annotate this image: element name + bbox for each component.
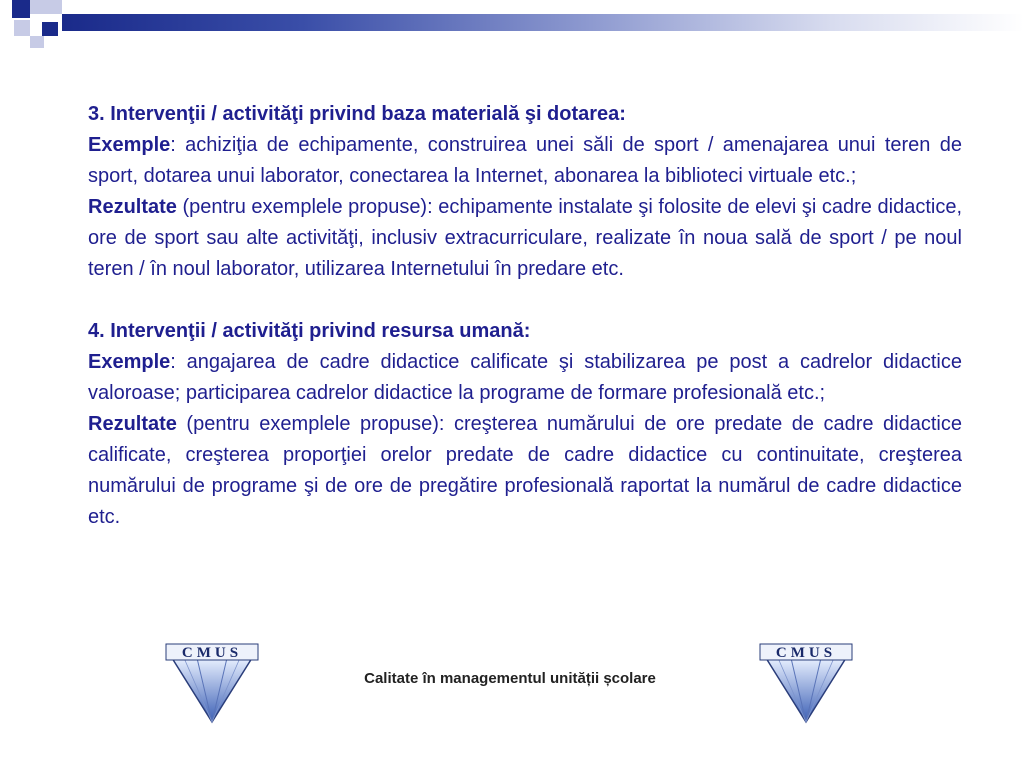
footer-caption: Calitate în managementul unității școlare	[364, 670, 656, 687]
section-spacer	[88, 285, 962, 316]
cmus-logo-left	[162, 636, 262, 726]
section-4-heading: 4. Intervenţii / activităţi privind resursa umană:	[88, 320, 531, 342]
examples-label: Exemple	[88, 351, 171, 373]
diamond-logo-icon	[162, 636, 262, 726]
deco-square	[30, 0, 48, 14]
examples-text: : angajarea de cadre didactice calificate şi stabilizarea pe post a cadrelor didactice valoroase; participarea cadrelor didactice la programe de formare profesională etc.;	[88, 351, 962, 404]
section-3-heading: 3. Intervenţii / activităţi privind baza materială şi dotarea:	[88, 103, 626, 125]
deco-square	[30, 36, 44, 48]
slide-content	[88, 99, 962, 533]
examples-label: Exemple	[88, 134, 171, 156]
deco-square	[48, 0, 62, 14]
section-4-examples	[88, 347, 962, 409]
results-text: (pentru exemplele propuse): creşterea numărului de ore predate de cadre didactice calificate, creşterea proporţiei orelor predate de cadre didactice cu continuitate, creşterea numărului de programe şi de ore de pregătire profesională raportat la numărul de cadre didactice etc.	[88, 413, 962, 528]
deco-square	[12, 0, 30, 18]
diamond-logo-icon	[756, 636, 856, 726]
logo-text: CMUS	[775, 645, 837, 661]
header-gradient-bar	[62, 14, 1024, 31]
section-3-results	[88, 192, 962, 285]
results-label: Rezultate	[88, 196, 177, 218]
section-4-results	[88, 409, 962, 533]
examples-text: : achiziţia de echipamente, construirea unei săli de sport / amenajarea unui teren de sport, dotarea unui laborator, conectarea la Internet, abonarea la biblioteci virtuale etc.;	[88, 134, 962, 187]
deco-square	[42, 22, 58, 36]
results-text: (pentru exemplele propuse): echipamente instalate şi folosite de elevi şi cadre didactice, ore de sport sau alte activităţi, inclusiv extracurriculare, realizate în noua sală de sport / pe noul teren / în noul laborator, utilizarea Internetului în predare etc.	[88, 196, 962, 280]
section-3-examples	[88, 130, 962, 192]
deco-square	[14, 20, 30, 36]
results-label: Rezultate	[88, 413, 177, 435]
header-decoration	[0, 0, 1024, 64]
cmus-logo-right	[756, 636, 856, 726]
logo-text: CMUS	[181, 645, 243, 661]
